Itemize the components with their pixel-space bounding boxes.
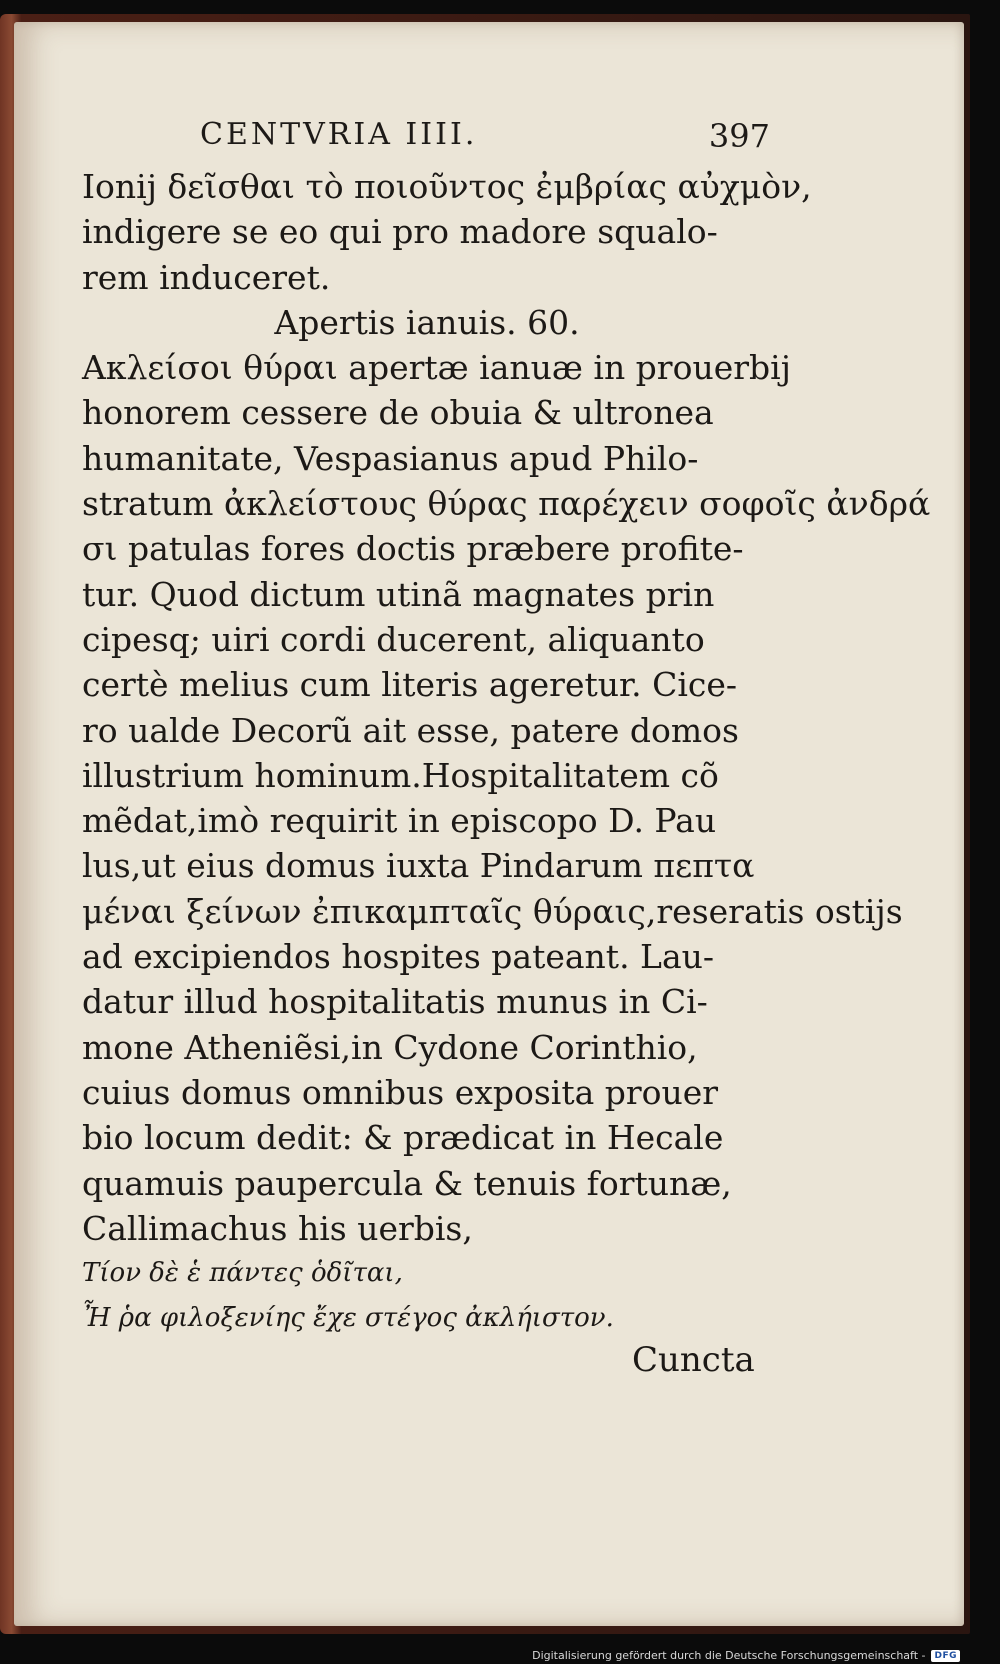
text-line: certè melius cum literis ageretur. Cice-	[82, 665, 738, 705]
text-line: bio locum dedit: & prædicat in Hecale	[82, 1118, 724, 1158]
page-number: 397	[708, 117, 770, 155]
text-line: Ακλείσοι θύραι apertæ ianuæ in prouerbij	[82, 348, 791, 388]
text-line: rem induceret.	[82, 257, 331, 297]
text-line: cipesq; uiri cordi ducerent, aliquanto	[82, 619, 705, 659]
text-line: ro ualde Decorũ ait esse, patere domos	[82, 710, 739, 750]
catchword: Cuncta	[632, 1340, 755, 1380]
text-line: quamuis paupercula & tenuis fortunæ,	[82, 1163, 732, 1203]
greek-verse-line: Ἦ ῥα φιλοξενίης ἔχε στέγος ἀκλήιστον.	[82, 1303, 614, 1334]
text-line: illustrium hominum.Hospitalitatem cõ	[82, 755, 719, 795]
text-line: tur. Quod dictum utinã magnates prin	[82, 574, 715, 614]
text-line: datur illud hospitalitatis munus in Ci-	[82, 982, 708, 1022]
text-line: cuius domus omnibus exposita prouer	[82, 1072, 719, 1112]
credit-text: Digitalisierung gefördert durch die Deutsche Forschungsgemeinschaft -	[532, 1649, 926, 1662]
text-line: humanitate, Vespasianus apud Philo-	[82, 438, 699, 478]
text-block	[82, 164, 931, 1342]
text-line: μέναι ξείνων ἐπικαμπταῖς θύραις,reseratis ostijs	[82, 891, 903, 931]
text-line: stratum ἀκλείστους θύρας παρέχειν σοφοῖς ἀνδρά	[82, 484, 931, 524]
page-header	[200, 117, 770, 157]
greek-verse-line: Τίον δὲ ἑ πάντες ὁδῖται,	[82, 1258, 403, 1289]
text-line: mẽdat,imò requirit in episcopo D. Pau	[82, 801, 717, 841]
running-title: CENTVRIA IIII.	[200, 117, 478, 152]
text-line: Callimachus his uerbis,	[82, 1208, 473, 1248]
text-line: Ionij δεῖσθαι τὸ ποιοῦντος ἐμβρίας αὐχμὸν,	[82, 167, 812, 206]
dfg-logo: DFG	[931, 1650, 960, 1662]
section-heading: Apertis ianuis. 60.	[274, 302, 580, 342]
digitization-credit	[532, 1649, 960, 1662]
text-line: mone Atheniẽsi,in Cydone Corinthio,	[82, 1027, 698, 1067]
text-line: lus,ut eius domus iuxta Pindarum πεπτα	[82, 846, 755, 886]
text-line: honorem cessere de obuia & ultronea	[82, 393, 714, 433]
text-line: σι patulas fores doctis præbere profite-	[82, 529, 744, 569]
text-line: indigere se eo qui pro madore squalo-	[82, 212, 718, 252]
text-line: ad excipiendos hospites pateant. Lau-	[82, 937, 715, 977]
